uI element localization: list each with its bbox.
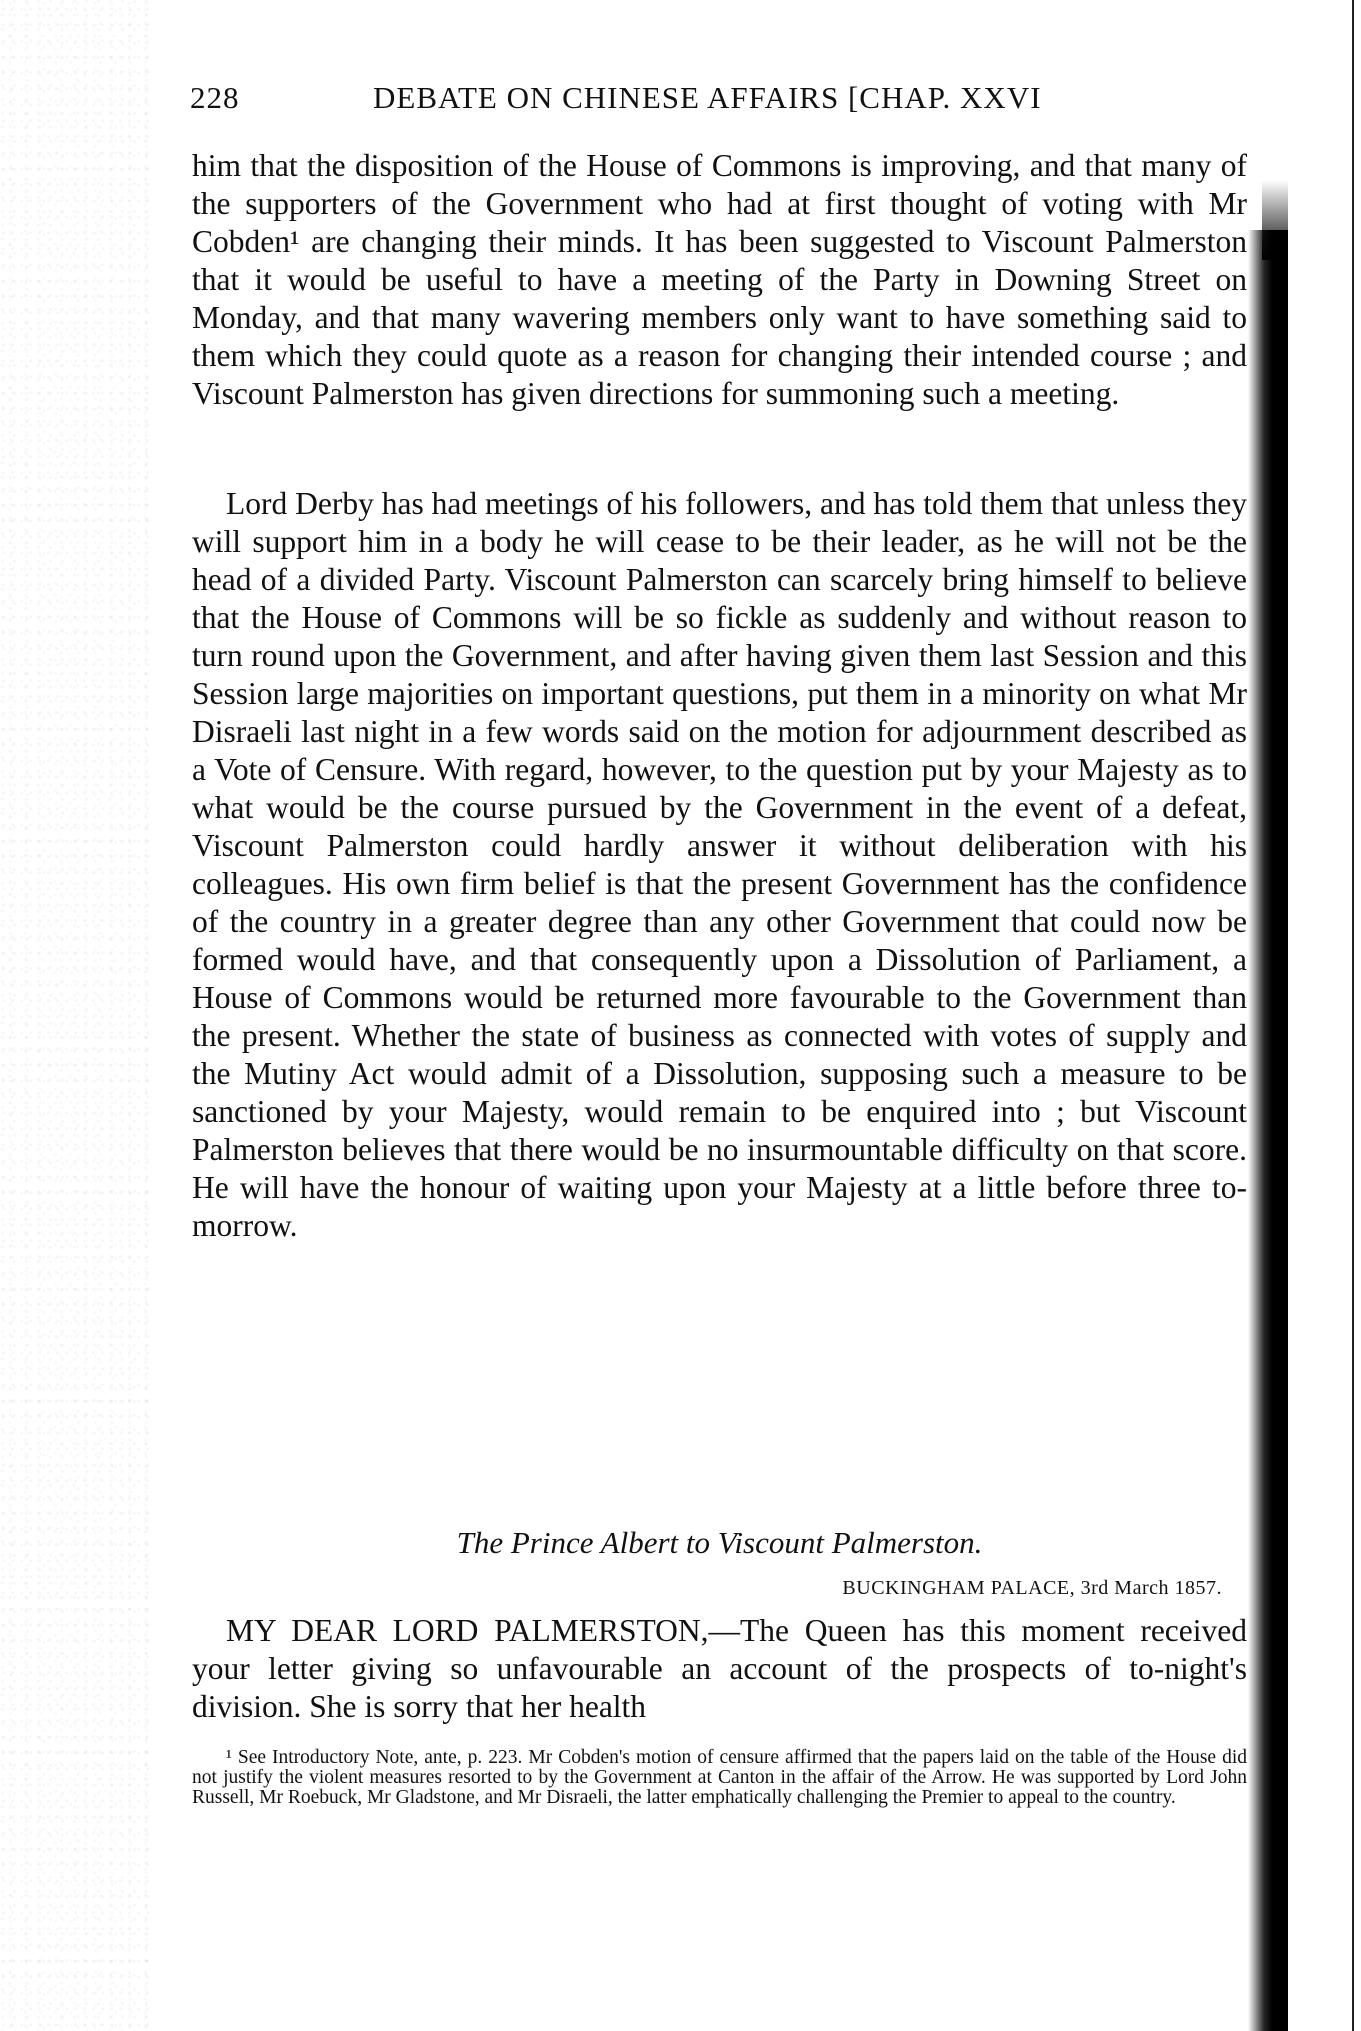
body-paragraph-2: Lord Derby has had meetings of his followers, and has told them that unless they will support him in a body he will cease to be their leader, as he will not be the head of a divided Party. Viscount Palmerston can scarcely bring himself to believe that the House of Commons will be so fickle as suddenly and without reason to turn round upon the Government, and after having given them last Session and this Session large majorities on important questions, put them in a minority on what Mr Disraeli last night in a few words said on the motion for adjournment described as a Vote of Censure. With regard, however, to the question put by your Majesty as to what would be the course pursued by the Government in the event of a defeat, Viscount Palmerston could hardly answer it without deliberation with his colleagues. His own firm belief is that the present Government has the confidence of the country in a greater degree than any other Government that could now be formed would have, and that consequently upon a Dissolution of Parliament, a House of Commons would be returned more favourable to the Government than the present. Whether the state of business as connected with votes of supply and the Mutiny Act would admit of a Dissolution, supposing such a measure to be sanctioned by your Majesty, would remain to be enquired into ; but Viscount Palmerston believes that there would be no insurmountable difficulty on that score. He will have the honour of waiting upon your Majesty at a little before three to-morrow. [192, 486, 1247, 1243]
binding-shadow [1248, 230, 1288, 2031]
running-title: DEBATE ON CHINESE AFFAIRS [CHAP. XXVI [373, 80, 1042, 115]
page-number: 228 [190, 80, 240, 115]
footnote: ¹ See Introductory Note, ante, p. 223. Mr Cobden's motion of censure affirmed that the papers laid on the table of the House did not justify the violent measures resorted to by the Government at Canton in the affair of the Arrow. He was supported by Lord John Russell, Mr Roebuck, Mr Gladstone, and Mr Disraeli, the latter emphatically challenging the Premier to appeal to the country. [192, 1747, 1247, 1808]
letter-dateline: BUCKINGHAM PALACE, 3rd March 1857. [842, 1577, 1222, 1599]
body-paragraph-1: him that the disposition of the House of Commons is improving, and that many of the supporters of the Government who had at first thought of voting with Mr Cobden¹ are changing their minds. It has been suggested to Viscount Palmerston that it would be useful to have a meeting of the Party in Downing Street on Monday, and that many wavering members only want to have something said to them which they could quote as a reason for changing their intended course ; and Viscount Palmerston has given directions for summoning such a meeting. [192, 148, 1247, 411]
letter-heading: The Prince Albert to Viscount Palmerston. [456, 1525, 983, 1560]
letter-salutation: MY DEAR LORD PALMERSTON, [226, 1613, 709, 1648]
page-gutter-noise [0, 0, 150, 2031]
letter-body: —The Queen has this moment received your letter giving so unfavourable an account of the prospects of to-night's division. She is sorry that her health [192, 1613, 1247, 1724]
running-header [190, 80, 1250, 124]
letter-opening [192, 1612, 1247, 1726]
page-edge [1352, 0, 1354, 2031]
